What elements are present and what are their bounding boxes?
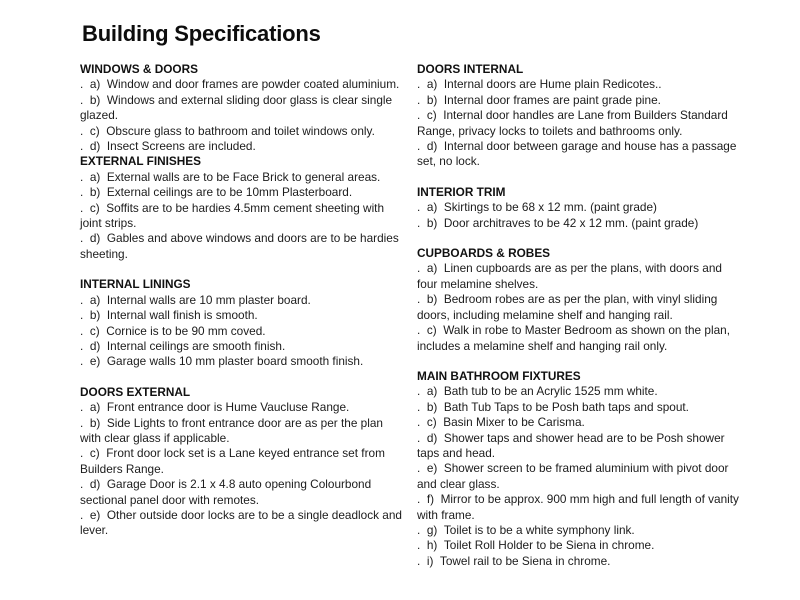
spec-item: . b) Door architraves to be 42 x 12 mm. (paint grade) <box>417 215 699 230</box>
section-heading: MAIN BATHROOM FIXTURES <box>417 368 581 383</box>
section-heading: INTERNAL LININGS <box>80 277 191 292</box>
spec-item: . a) Internal doors are Hume plain Redicotes.. <box>417 77 662 92</box>
spec-item: . h) Toilet Roll Holder to be Siena in chrome. <box>417 538 655 553</box>
spec-item: . a) Skirtings to be 68 x 12 mm. (paint grade) <box>417 200 657 215</box>
section-heading: DOORS INTERNAL <box>417 62 524 76</box>
section-heading: DOORS EXTERNAL <box>80 384 191 399</box>
spec-item: . b) Bath Tub Taps to be Posh bath taps and spout. <box>417 399 689 414</box>
spec-item: . b) Side Lights to front entrance door are as per the plan with clear glass if applicable. <box>80 415 383 445</box>
spec-item: . a) Linen cupboards are as per the plans, with doors and four melamine shelves. <box>417 261 722 291</box>
spec-item: . a) Window and door frames are powder coated aluminium. <box>80 77 400 92</box>
spec-item: . e) Other outside door locks are to be a single deadlock and lever. <box>80 507 402 538</box>
spec-item: . b) Bedroom robes are as per the plan, with vinyl sliding doors, including melamine shelf and hanging rail. <box>417 292 718 322</box>
spec-item: . b) Windows and external sliding door glass is clear single glazed. <box>80 92 393 123</box>
section-heading: WINDOWS & DOORS <box>80 62 198 76</box>
spec-item: . g) Toilet is to be a white symphony link. <box>417 522 635 537</box>
spec-item: . d) Shower taps and shower head are to be Posh shower taps and head. <box>417 430 725 460</box>
spec-item: . d) Garage Door is 2.1 x 4.8 auto opening Colourbond sectional panel door with remotes. <box>80 477 372 507</box>
spec-item: . i) Towel rail to be Siena in chrome. <box>417 553 611 568</box>
spec-item: . e) Garage walls 10 mm plaster board smooth finish. <box>80 354 364 369</box>
spec-item: . c) Obscure glass to bathroom and toilet windows only. <box>80 123 375 138</box>
spec-item: . b) Internal door frames are paint grade pine. <box>417 92 661 107</box>
spec-item: . c) Internal door handles are Lane from Builders Standard Range, privacy locks to toilets and bathrooms only. <box>417 108 728 138</box>
section-heading: INTERIOR TRIM <box>417 184 506 199</box>
spec-item: . a) Internal walls are 10 mm plaster board. <box>80 292 311 307</box>
spec-item: . c) Front door lock set is a Lane keyed entrance set from Builders Range. <box>80 446 385 476</box>
spec-item: . b) External ceilings are to be 10mm Plasterboard. <box>80 185 353 200</box>
spec-section <box>417 246 744 354</box>
spec-item: . d) Internal ceilings are smooth finish. <box>80 338 286 353</box>
spec-item: . f) Mirror to be approx. 900 mm high and full length of vanity with frame. <box>417 492 739 522</box>
spec-item: . b) Internal wall finish is smooth. <box>80 308 258 323</box>
spec-item: . c) Cornice is to be 90 mm coved. <box>80 323 266 338</box>
spec-item: . d) Insect Screens are included. <box>80 139 256 154</box>
spec-item: . c) Walk in robe to Master Bedroom as shown on the plan, includes a melamine shelf and hanging rail only. <box>417 323 730 353</box>
spec-section <box>80 62 407 154</box>
spec-item: . a) Front entrance door is Hume Vaucluse Range. <box>80 400 350 415</box>
spec-item: . a) External walls are to be Face Brick to general areas. <box>80 169 381 184</box>
section-heading: EXTERNAL FINISHES <box>80 154 202 169</box>
spec-item: . d) Internal door between garage and house has a passage set, no lock. <box>417 139 737 169</box>
spec-section <box>80 277 407 369</box>
spec-section <box>417 369 744 569</box>
spec-section <box>80 154 407 262</box>
spec-item: . c) Soffits are to be hardies 4.5mm cement sheeting with joint strips. <box>80 200 385 231</box>
spec-section <box>417 185 744 231</box>
left-column <box>80 62 407 569</box>
spec-item: . c) Basin Mixer to be Carisma. <box>417 415 585 430</box>
columns-container <box>80 62 760 569</box>
spec-item: . a) Bath tub to be an Acrylic 1525 mm white. <box>417 384 658 399</box>
page-title: Building Specifications <box>82 21 321 46</box>
spec-section <box>417 62 744 170</box>
right-column <box>417 62 744 569</box>
spec-item: . d) Gables and above windows and doors are to be hardies sheeting. <box>80 231 399 261</box>
spec-section <box>80 385 407 539</box>
section-heading: CUPBOARDS & ROBES <box>417 246 551 261</box>
spec-item: . e) Shower screen to be framed aluminium with pivot door and clear glass. <box>417 461 729 491</box>
